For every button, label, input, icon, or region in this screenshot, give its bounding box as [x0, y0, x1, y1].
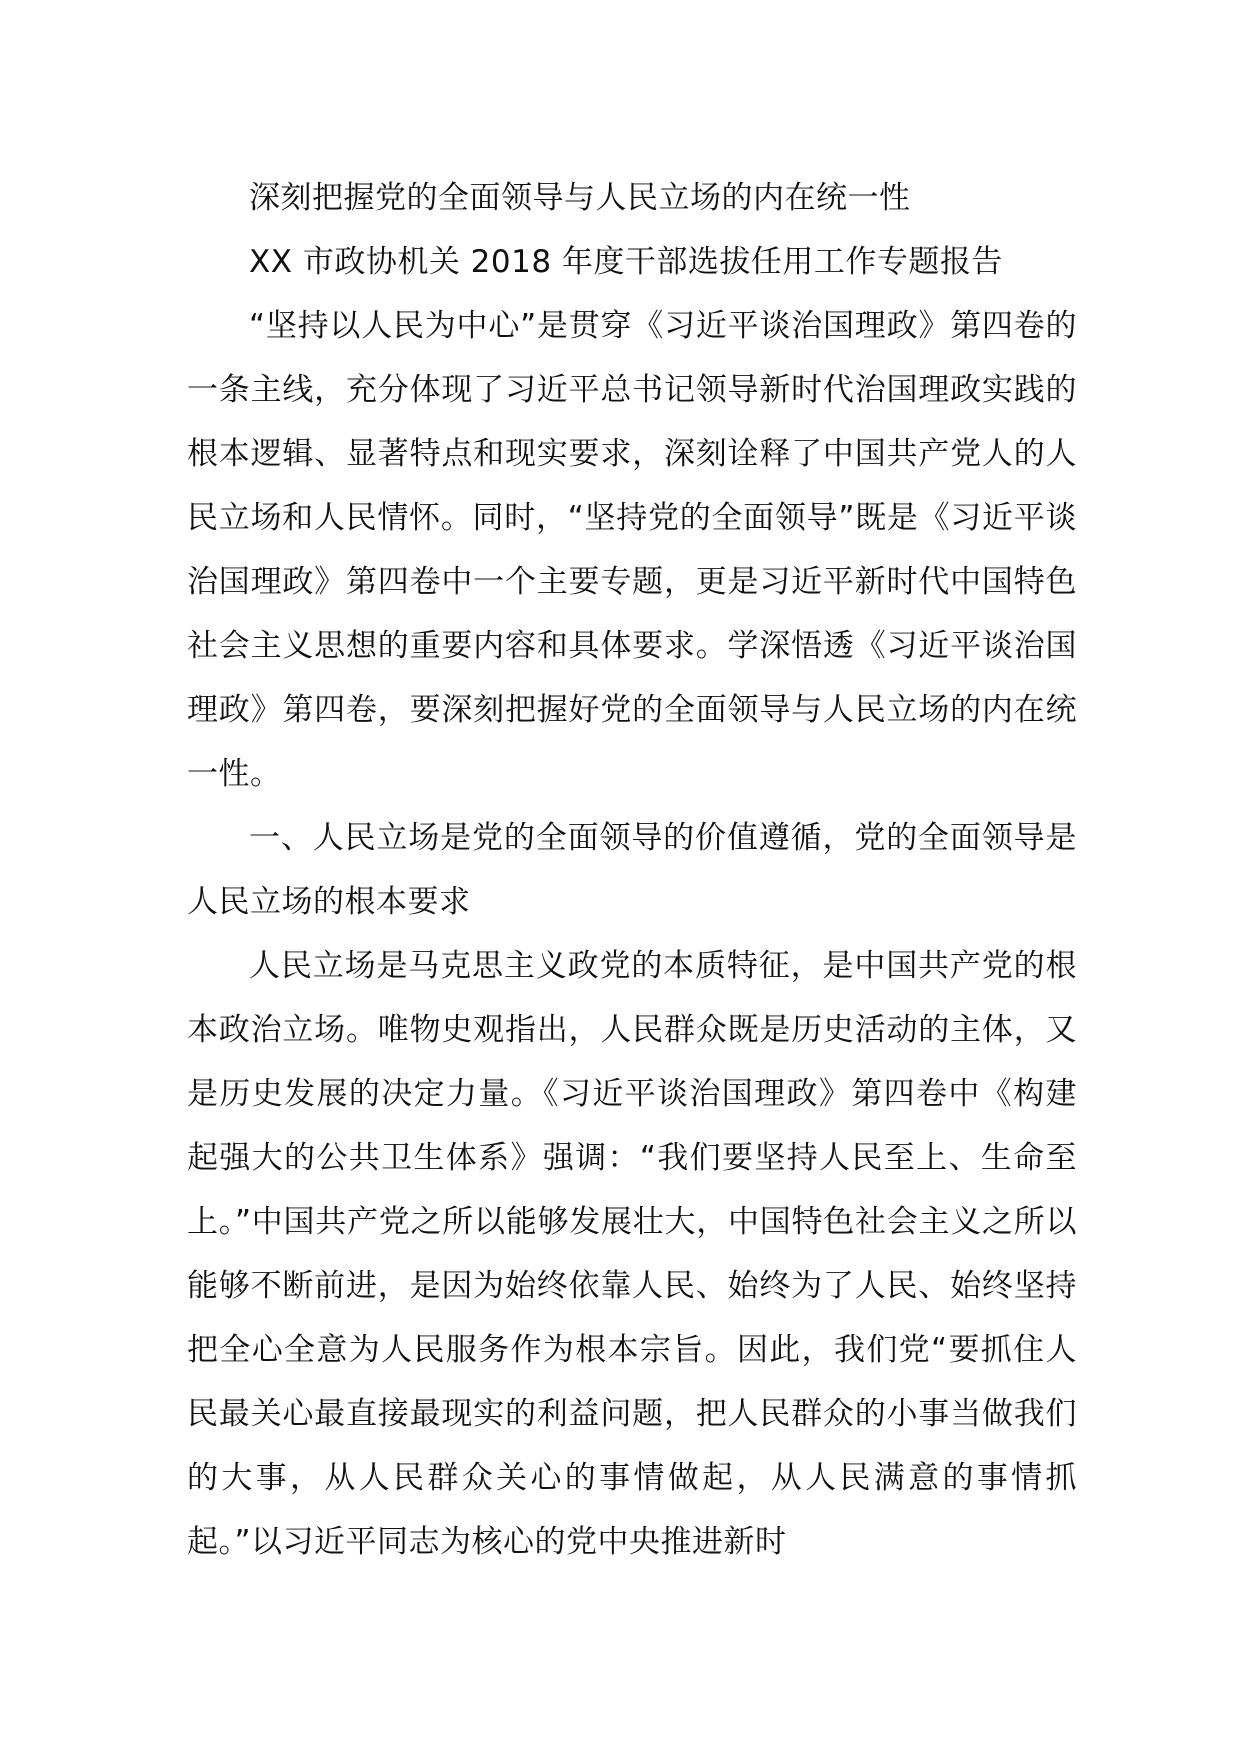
paragraph-intro: “坚持以人民为中心”是贯穿《习近平谈治国理政》第四卷的一条主线，充分体现了习近平总书记领导新时代治国理政实践的根本逻辑、显著特点和现实要求，深刻诠释了中国共产党人的人民立场和人民情怀。同时，“坚持党的全面领导”既是《习近平谈治国理政》第四卷中一个主要专题，更是习近平新时代中国特色社会主义思想的重要内容和具体要求。学深悟透《习近平谈治国理政》第四卷，要深刻把握好党的全面领导与人民立场的内在统一性。 — [187, 308, 1077, 792]
document-body — [187, 166, 1077, 1574]
paragraph-people-stance: 人民立场是马克思主义政党的本质特征，是中国共产党的根本政治立场。唯物史观指出，人民群众既是历史活动的主体，又是历史发展的决定力量。《习近平谈治国理政》第四卷中《构建起强大的公共卫生体系》强调：“我们要坚持人民至上、生命至上。”中国共产党之所以能够发展壮大，中国特色社会主义之所以能够不断前进，是因为始终依靠人民、始终为了人民、始终坚持把全心全意为人民服务作为根本宗旨。因此，我们党“要抓住人民最关心最直接最现实的利益问题，把人民群众的小事当做我们的大事，从人民群众关心的事情做起，从人民满意的事情抓起。”以习近平同志为核心的党中央推进新时 — [187, 948, 1077, 1560]
document-title: 深刻把握党的全面领导与人民立场的内在统一性 — [249, 180, 911, 216]
document-subtitle: XX 市政协机关 2018 年度干部选拔任用工作专题报告 — [249, 244, 1003, 280]
section-heading-one: 一、人民立场是党的全面领导的价值遵循，党的全面领导是人民立场的根本要求 — [187, 820, 1077, 920]
